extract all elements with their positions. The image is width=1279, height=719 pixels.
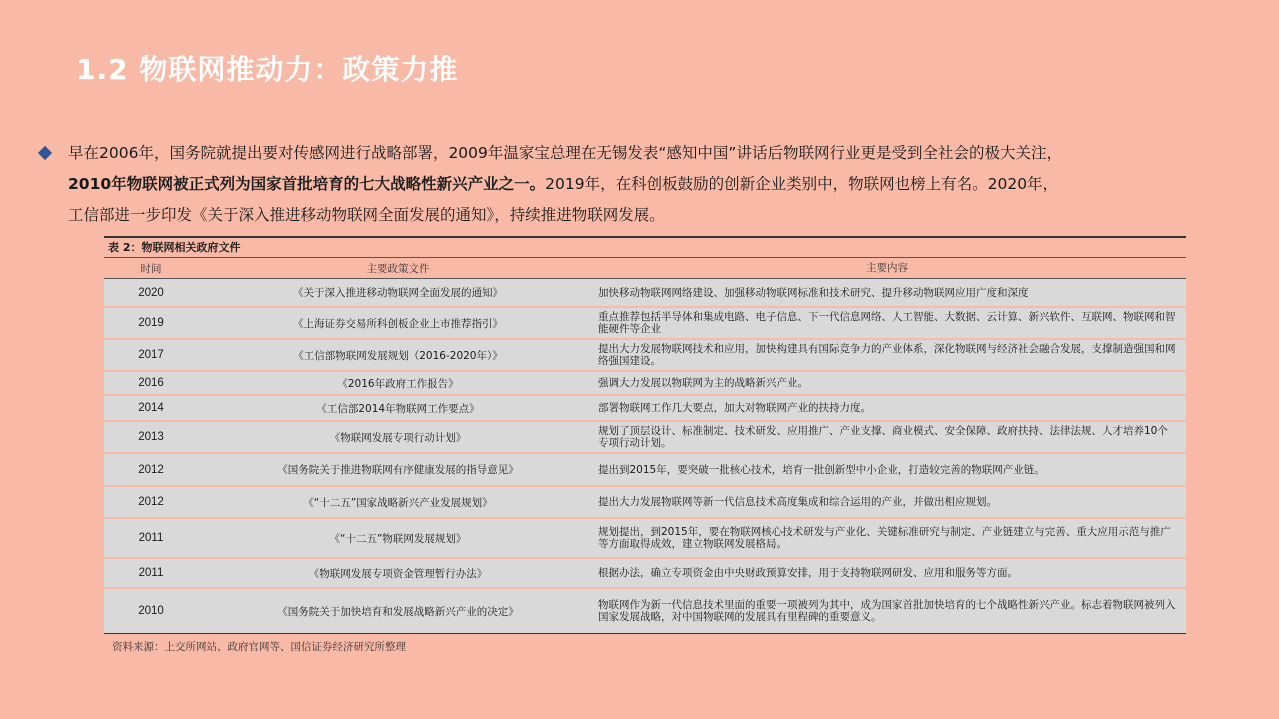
- row-year: 2014: [138, 402, 164, 414]
- row-document: 《工信部物联网发展规划（2016-2020年）》: [293, 349, 503, 362]
- table-header: [104, 257, 1186, 279]
- intro-line-3: 工信部进一步印发《关于深入推进移动物联网全面发展的通知》，持续推进物联网发展。: [68, 206, 665, 224]
- row-content: 提出大力发展物联网等新一代信息技术高度集成和综合运用的产业，并做出相应规划。: [598, 496, 997, 508]
- diamond-bullet-icon: [38, 146, 52, 160]
- table-row: [104, 308, 1186, 340]
- intro-highlight: 2010年物联网被正式列为国家首批培育的七大战略性新兴产业之一。: [68, 175, 546, 193]
- row-year: 2012: [138, 463, 164, 476]
- row-document: 《关于深入推进移动物联网全面发展的通知》: [293, 287, 503, 299]
- table-row: [104, 340, 1186, 372]
- row-year: 2016: [138, 377, 164, 389]
- row-year: 2011: [138, 567, 164, 579]
- row-year: 2013: [138, 431, 164, 443]
- page-title: 1.2 物联网推动力：政策力推: [76, 53, 459, 86]
- row-content: 规划了顶层设计、标准制定、技术研发、应用推广、产业支撑、商业模式、安全保障、政府扶持、法律法规、人才培养10个专项行动计划。: [598, 425, 1168, 449]
- row-year: 2019: [138, 317, 164, 329]
- table-row: [104, 422, 1186, 454]
- row-document: 《“十二五”物联网发展规划》: [329, 532, 467, 545]
- row-content: 重点推荐包括半导体和集成电路、电子信息、下一代信息网络、人工智能、大数据、云计算、新兴软件、互联网、物联网和智能硬件等企业: [598, 311, 1176, 335]
- intro-text: [68, 138, 1255, 231]
- header-year: 时间: [140, 262, 162, 275]
- row-document: 《物联网发展专项行动计划》: [329, 431, 467, 444]
- row-document: 《“十二五”国家战略新兴产业发展规划》: [303, 496, 493, 509]
- row-content: 规划提出，到2015年，要在物联网核心技术研发与产业化、关键标准研究与制定、产业链建立与完善、重大应用示范与推广等方面取得成效，建立物联网发展格局。: [598, 526, 1171, 550]
- table-body: [104, 279, 1186, 634]
- row-document: 《国务院关于加快培育和发展战略新兴产业的决定》: [277, 605, 519, 618]
- row-content: 根据办法，确立专项资金由中央财政预算安排，用于支持物联网研发、应用和服务等方面。: [598, 567, 1018, 579]
- row-content: 加快移动物联网网络建设、加强移动物联网标准和技术研究、提升移动物联网应用广度和深度: [598, 286, 1029, 299]
- table-caption: 表 2：物联网相关政府文件: [104, 236, 1186, 257]
- intro-line-2-rest: 2019年，在科创板鼓励的创新企业类别中，物联网也榜上有名。2020年，: [545, 175, 1059, 193]
- row-year: 2010: [138, 605, 164, 617]
- row-year: 2017: [138, 349, 164, 361]
- intro-line-2: [68, 169, 1255, 200]
- header-content: 主要内容: [866, 262, 908, 274]
- row-content: 物联网作为新一代信息技术里面的重要一项被列为其中，成为国家首批加快培育的七个战略性新兴产业。标志着物联网被列入国家发展战略，对中国物联网的发展具有里程碑的重要意义。: [598, 599, 1176, 623]
- header-document: 主要政策文件: [366, 262, 430, 275]
- row-year: 2012: [138, 496, 164, 508]
- source-note: 资料来源：上交所网站、政府官网等、国信证券经济研究所整理: [112, 641, 406, 653]
- row-year: 2020: [138, 286, 164, 299]
- intro-bullet: [40, 138, 1255, 231]
- policy-table: [104, 236, 1186, 634]
- row-content: 提出到2015年，要突破一批核心技术，培育一批创新型中小企业，打造较完善的物联网产业链。: [598, 463, 1045, 476]
- row-content: 提出大力发展物联网技术和应用，加快构建具有国际竞争力的产业体系，深化物联网与经济社会融合发展，支撑制造强国和网络强国建设。: [598, 343, 1176, 367]
- table-row: [104, 589, 1186, 634]
- row-document: 《上海证券交易所科创板企业上市推荐指引》: [293, 317, 503, 330]
- row-content: 强调大力发展以物联网为主的战略新兴产业。: [598, 377, 808, 389]
- table-row: [104, 454, 1186, 487]
- table-row: [104, 372, 1186, 396]
- row-document: 《物联网发展专项资金管理暂行办法》: [308, 567, 488, 580]
- row-year: 2011: [138, 532, 164, 544]
- row-document: 《工信部2014年物联网工作要点》: [316, 402, 480, 415]
- table-row: [104, 487, 1186, 519]
- intro-line-1: 早在2006年，国务院就提出要对传感网进行战略部署，2009年温家宝总理在无锡发表“感知中国”讲话后物联网行业更是受到全社会的极大关注，: [68, 144, 1062, 162]
- table-row: [104, 519, 1186, 559]
- row-document: 《2016年政府工作报告》: [337, 377, 459, 390]
- row-document: 《国务院关于推进物联网有序健康发展的指导意见》: [277, 464, 519, 476]
- table-row: [104, 396, 1186, 422]
- table-row: [104, 279, 1186, 308]
- table-row: [104, 559, 1186, 589]
- row-content: 部署物联网工作几大要点，加大对物联网产业的扶持力度。: [598, 402, 871, 414]
